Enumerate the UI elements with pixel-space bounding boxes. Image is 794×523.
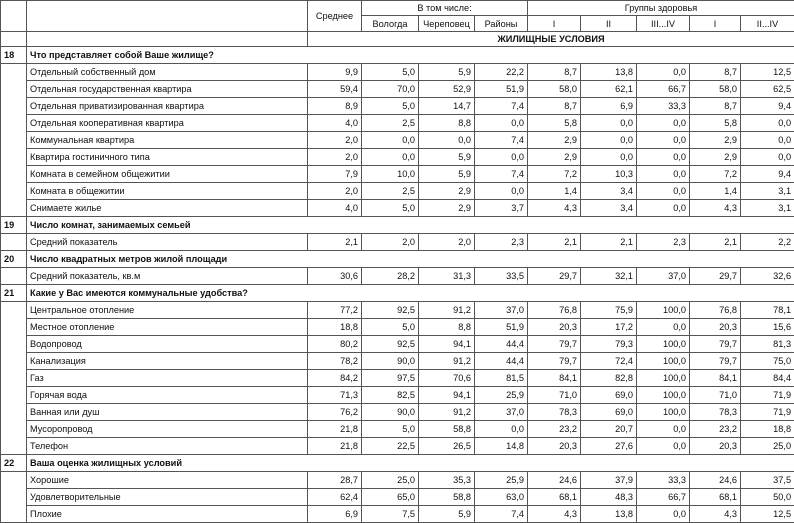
value-cell: 76,8 [690, 302, 741, 319]
row-label: Плохие [27, 506, 308, 523]
value-cell: 29,7 [528, 268, 581, 285]
value-cell: 58,8 [419, 421, 475, 438]
value-cell: 0,0 [581, 132, 637, 149]
value-cell: 3,4 [581, 183, 637, 200]
table-row [1, 404, 794, 421]
value-cell: 30,6 [308, 268, 362, 285]
value-cell: 51,9 [475, 319, 528, 336]
value-cell: 71,9 [741, 404, 794, 421]
value-cell: 7,5 [362, 506, 419, 523]
value-cell: 7,2 [690, 166, 741, 183]
row-label: Центральное отопление [27, 302, 308, 319]
value-cell: 18,8 [741, 421, 794, 438]
value-cell: 78,1 [741, 302, 794, 319]
value-cell: 0,0 [741, 149, 794, 166]
value-cell: 44,4 [475, 336, 528, 353]
value-cell: 62,5 [741, 81, 794, 98]
value-cell: 20,3 [528, 319, 581, 336]
table-row [1, 319, 794, 336]
value-cell: 5,9 [419, 64, 475, 81]
row-label: Ванная или душ [27, 404, 308, 421]
value-cell: 82,8 [581, 370, 637, 387]
value-cell: 33,3 [637, 98, 690, 115]
value-cell: 0,0 [637, 421, 690, 438]
value-cell: 0,0 [475, 421, 528, 438]
value-cell: 8,9 [308, 98, 362, 115]
value-cell: 0,0 [637, 438, 690, 455]
table-row [1, 506, 794, 523]
value-cell: 37,5 [741, 472, 794, 489]
table-row [1, 234, 794, 251]
table-row [1, 336, 794, 353]
value-cell: 5,0 [362, 319, 419, 336]
value-cell: 25,9 [475, 472, 528, 489]
value-cell: 100,0 [637, 370, 690, 387]
value-cell: 63,0 [475, 489, 528, 506]
value-cell: 9,9 [308, 64, 362, 81]
value-cell: 20,3 [690, 438, 741, 455]
value-cell: 17,2 [581, 319, 637, 336]
value-cell: 84,1 [528, 370, 581, 387]
value-cell: 29,7 [690, 268, 741, 285]
value-cell: 14,8 [475, 438, 528, 455]
value-cell: 21,8 [308, 438, 362, 455]
value-cell: 62,1 [581, 81, 637, 98]
value-cell: 25,9 [475, 387, 528, 404]
value-cell: 90,0 [362, 353, 419, 370]
value-cell: 24,6 [528, 472, 581, 489]
value-cell: 84,1 [690, 370, 741, 387]
row-label: Водопровод [27, 336, 308, 353]
value-cell: 100,0 [637, 404, 690, 421]
value-cell: 48,3 [581, 489, 637, 506]
value-cell: 14,7 [419, 98, 475, 115]
value-cell: 2,1 [690, 234, 741, 251]
value-cell: 58,8 [419, 489, 475, 506]
value-cell: 4,3 [528, 200, 581, 217]
question-title: Какие у Вас имеются коммунальные удобства? [27, 285, 794, 302]
header-group-3: III...IV [637, 16, 690, 32]
value-cell: 2,0 [308, 132, 362, 149]
value-cell: 5,0 [362, 98, 419, 115]
value-cell: 7,2 [528, 166, 581, 183]
value-cell: 8,8 [419, 319, 475, 336]
section-row [1, 32, 794, 47]
value-cell: 69,0 [581, 387, 637, 404]
value-cell: 2,1 [581, 234, 637, 251]
value-cell: 68,1 [690, 489, 741, 506]
row-label: Отдельная государственная квартира [27, 81, 308, 98]
value-cell: 69,0 [581, 404, 637, 421]
value-cell: 2,9 [690, 132, 741, 149]
value-cell: 100,0 [637, 353, 690, 370]
value-cell: 5,0 [362, 200, 419, 217]
question-number: 20 [1, 251, 27, 268]
value-cell: 4,0 [308, 200, 362, 217]
value-cell: 2,0 [308, 183, 362, 200]
row-number-spacer [1, 64, 27, 217]
value-cell: 0,0 [362, 132, 419, 149]
value-cell: 0,0 [637, 506, 690, 523]
value-cell: 77,2 [308, 302, 362, 319]
value-cell: 2,9 [528, 132, 581, 149]
value-cell: 2,3 [637, 234, 690, 251]
header-group-1: I [528, 16, 581, 32]
value-cell: 0,0 [581, 115, 637, 132]
value-cell: 10,3 [581, 166, 637, 183]
question-title: Число комнат, занимаемых семьей [27, 217, 794, 234]
table-row [1, 353, 794, 370]
value-cell: 79,3 [581, 336, 637, 353]
value-cell: 50,0 [741, 489, 794, 506]
value-cell: 0,0 [637, 319, 690, 336]
question-row [1, 251, 794, 268]
value-cell: 37,9 [581, 472, 637, 489]
value-cell: 37,0 [475, 404, 528, 421]
value-cell: 2,0 [362, 234, 419, 251]
value-cell: 91,2 [419, 353, 475, 370]
value-cell: 6,9 [308, 506, 362, 523]
value-cell: 12,5 [741, 506, 794, 523]
row-number-spacer [1, 472, 27, 523]
value-cell: 23,2 [528, 421, 581, 438]
table-row [1, 64, 794, 81]
header-group-5: II...IV [741, 16, 794, 32]
row-label: Квартира гостиничного типа [27, 149, 308, 166]
value-cell: 92,5 [362, 302, 419, 319]
value-cell: 5,9 [419, 149, 475, 166]
value-cell: 66,7 [637, 81, 690, 98]
value-cell: 25,0 [741, 438, 794, 455]
value-cell: 0,0 [637, 115, 690, 132]
header-empty-label [27, 1, 308, 32]
row-label: Комната в семейном общежитии [27, 166, 308, 183]
value-cell: 58,0 [528, 81, 581, 98]
table-row [1, 302, 794, 319]
value-cell: 75,0 [741, 353, 794, 370]
value-cell: 81,3 [741, 336, 794, 353]
row-label: Средний показатель, кв.м [27, 268, 308, 285]
row-number-spacer [1, 234, 27, 251]
value-cell: 7,4 [475, 506, 528, 523]
value-cell: 8,7 [690, 98, 741, 115]
section-title: ЖИЛИЩНЫЕ УСЛОВИЯ [308, 32, 794, 47]
value-cell: 23,2 [690, 421, 741, 438]
question-number: 19 [1, 217, 27, 234]
value-cell: 3,4 [581, 200, 637, 217]
value-cell: 5,9 [419, 166, 475, 183]
value-cell: 37,0 [475, 302, 528, 319]
row-number-spacer [1, 268, 27, 285]
table-row [1, 200, 794, 217]
value-cell: 5,0 [362, 421, 419, 438]
value-cell: 7,4 [475, 98, 528, 115]
value-cell: 3,7 [475, 200, 528, 217]
question-title: Ваша оценка жилищных условий [27, 455, 794, 472]
value-cell: 78,3 [690, 404, 741, 421]
value-cell: 97,5 [362, 370, 419, 387]
value-cell: 12,5 [741, 64, 794, 81]
value-cell: 3,1 [741, 183, 794, 200]
table-body [1, 1, 794, 523]
value-cell: 4,0 [308, 115, 362, 132]
table-row [1, 387, 794, 404]
value-cell: 94,1 [419, 387, 475, 404]
value-cell: 2,9 [528, 149, 581, 166]
value-cell: 33,3 [637, 472, 690, 489]
table-row [1, 438, 794, 455]
value-cell: 75,9 [581, 302, 637, 319]
header-group-2: II [581, 16, 637, 32]
value-cell: 5,8 [528, 115, 581, 132]
value-cell: 2,0 [419, 234, 475, 251]
value-cell: 32,1 [581, 268, 637, 285]
value-cell: 5,8 [690, 115, 741, 132]
value-cell: 5,9 [419, 506, 475, 523]
value-cell: 22,2 [475, 64, 528, 81]
table-row [1, 166, 794, 183]
table-row [1, 421, 794, 438]
value-cell: 94,1 [419, 336, 475, 353]
value-cell: 13,8 [581, 64, 637, 81]
value-cell: 80,2 [308, 336, 362, 353]
table-row [1, 472, 794, 489]
question-row [1, 455, 794, 472]
value-cell: 2,3 [475, 234, 528, 251]
value-cell: 1,4 [528, 183, 581, 200]
value-cell: 0,0 [475, 149, 528, 166]
value-cell: 70,0 [362, 81, 419, 98]
value-cell: 2,1 [308, 234, 362, 251]
value-cell: 62,4 [308, 489, 362, 506]
value-cell: 20,7 [581, 421, 637, 438]
value-cell: 2,9 [690, 149, 741, 166]
header-including: В том числе: [362, 1, 528, 16]
value-cell: 3,1 [741, 200, 794, 217]
value-cell: 2,9 [419, 183, 475, 200]
value-cell: 4,3 [690, 200, 741, 217]
value-cell: 0,0 [637, 64, 690, 81]
row-label: Отдельная кооперативная квартира [27, 115, 308, 132]
value-cell: 26,5 [419, 438, 475, 455]
value-cell: 78,2 [308, 353, 362, 370]
value-cell: 4,3 [690, 506, 741, 523]
question-title: Что представляет собой Ваше жилище? [27, 47, 794, 64]
value-cell: 7,4 [475, 166, 528, 183]
value-cell: 20,3 [528, 438, 581, 455]
table-row [1, 132, 794, 149]
table-row [1, 370, 794, 387]
row-label: Мусоропровод [27, 421, 308, 438]
value-cell: 8,7 [528, 64, 581, 81]
value-cell: 79,7 [528, 353, 581, 370]
value-cell: 66,7 [637, 489, 690, 506]
value-cell: 92,5 [362, 336, 419, 353]
row-number-spacer [1, 302, 27, 455]
value-cell: 100,0 [637, 336, 690, 353]
table-row [1, 81, 794, 98]
header-city-cherepovets: Череповец [419, 16, 475, 32]
value-cell: 100,0 [637, 387, 690, 404]
header-group-4: I [690, 16, 741, 32]
table-row [1, 268, 794, 285]
section-empty-label [27, 32, 308, 47]
value-cell: 0,0 [637, 183, 690, 200]
value-cell: 8,8 [419, 115, 475, 132]
value-cell: 84,2 [308, 370, 362, 387]
value-cell: 78,3 [528, 404, 581, 421]
value-cell: 58,0 [690, 81, 741, 98]
value-cell: 9,4 [741, 98, 794, 115]
value-cell: 32,6 [741, 268, 794, 285]
value-cell: 2,1 [528, 234, 581, 251]
value-cell: 82,5 [362, 387, 419, 404]
value-cell: 81,5 [475, 370, 528, 387]
value-cell: 37,0 [637, 268, 690, 285]
table-row [1, 98, 794, 115]
question-row [1, 217, 794, 234]
row-label: Газ [27, 370, 308, 387]
value-cell: 0,0 [637, 200, 690, 217]
value-cell: 2,5 [362, 115, 419, 132]
value-cell: 4,3 [528, 506, 581, 523]
header-city-vologda: Вологда [362, 16, 419, 32]
question-number: 22 [1, 455, 27, 472]
header-city-districts: Районы [475, 16, 528, 32]
value-cell: 5,0 [362, 64, 419, 81]
value-cell: 84,4 [741, 370, 794, 387]
section-empty-num [1, 32, 27, 47]
row-label: Отдельная приватизированная квартира [27, 98, 308, 115]
value-cell: 0,0 [741, 115, 794, 132]
value-cell: 28,7 [308, 472, 362, 489]
value-cell: 15,6 [741, 319, 794, 336]
value-cell: 8,7 [690, 64, 741, 81]
header-empty-num [1, 1, 27, 32]
value-cell: 28,2 [362, 268, 419, 285]
value-cell: 91,2 [419, 302, 475, 319]
value-cell: 0,0 [475, 183, 528, 200]
header-row-1 [1, 1, 794, 16]
value-cell: 59,4 [308, 81, 362, 98]
table-row [1, 489, 794, 506]
value-cell: 0,0 [637, 166, 690, 183]
header-average: Среднее [308, 1, 362, 32]
row-label: Коммунальная квартира [27, 132, 308, 149]
value-cell: 79,7 [528, 336, 581, 353]
value-cell: 0,0 [637, 132, 690, 149]
value-cell: 76,2 [308, 404, 362, 421]
value-cell: 71,0 [528, 387, 581, 404]
value-cell: 72,4 [581, 353, 637, 370]
value-cell: 7,4 [475, 132, 528, 149]
question-row [1, 47, 794, 64]
value-cell: 27,6 [581, 438, 637, 455]
value-cell: 25,0 [362, 472, 419, 489]
row-label: Телефон [27, 438, 308, 455]
value-cell: 100,0 [637, 302, 690, 319]
value-cell: 1,4 [690, 183, 741, 200]
value-cell: 90,0 [362, 404, 419, 421]
value-cell: 65,0 [362, 489, 419, 506]
question-title: Число квадратных метров жилой площади [27, 251, 794, 268]
value-cell: 20,3 [690, 319, 741, 336]
row-label: Удовлетворительные [27, 489, 308, 506]
row-label: Комната в общежитии [27, 183, 308, 200]
value-cell: 22,5 [362, 438, 419, 455]
value-cell: 31,3 [419, 268, 475, 285]
header-health-groups: Группы здоровья [528, 1, 794, 16]
value-cell: 8,7 [528, 98, 581, 115]
value-cell: 71,9 [741, 387, 794, 404]
value-cell: 71,3 [308, 387, 362, 404]
table-row [1, 149, 794, 166]
value-cell: 35,3 [419, 472, 475, 489]
row-label: Хорошие [27, 472, 308, 489]
value-cell: 2,0 [308, 149, 362, 166]
question-number: 18 [1, 47, 27, 64]
value-cell: 0,0 [419, 132, 475, 149]
value-cell: 0,0 [362, 149, 419, 166]
value-cell: 13,8 [581, 506, 637, 523]
question-row [1, 285, 794, 302]
question-number: 21 [1, 285, 27, 302]
value-cell: 76,8 [528, 302, 581, 319]
value-cell: 6,9 [581, 98, 637, 115]
value-cell: 9,4 [741, 166, 794, 183]
value-cell: 24,6 [690, 472, 741, 489]
table-row [1, 115, 794, 132]
row-label: Местное отопление [27, 319, 308, 336]
value-cell: 2,9 [419, 200, 475, 217]
value-cell: 51,9 [475, 81, 528, 98]
row-label: Средний показатель [27, 234, 308, 251]
value-cell: 0,0 [581, 149, 637, 166]
value-cell: 7,9 [308, 166, 362, 183]
value-cell: 91,2 [419, 404, 475, 421]
value-cell: 2,2 [741, 234, 794, 251]
value-cell: 70,6 [419, 370, 475, 387]
value-cell: 52,9 [419, 81, 475, 98]
value-cell: 68,1 [528, 489, 581, 506]
table-row [1, 183, 794, 200]
row-label: Горячая вода [27, 387, 308, 404]
value-cell: 0,0 [475, 115, 528, 132]
value-cell: 10,0 [362, 166, 419, 183]
row-label: Отдельный собственный дом [27, 64, 308, 81]
value-cell: 71,0 [690, 387, 741, 404]
value-cell: 0,0 [741, 132, 794, 149]
value-cell: 2,5 [362, 183, 419, 200]
value-cell: 33,5 [475, 268, 528, 285]
value-cell: 79,7 [690, 353, 741, 370]
value-cell: 79,7 [690, 336, 741, 353]
value-cell: 18,8 [308, 319, 362, 336]
row-label: Канализация [27, 353, 308, 370]
value-cell: 0,0 [637, 149, 690, 166]
value-cell: 44,4 [475, 353, 528, 370]
value-cell: 21,8 [308, 421, 362, 438]
row-label: Снимаете жилье [27, 200, 308, 217]
